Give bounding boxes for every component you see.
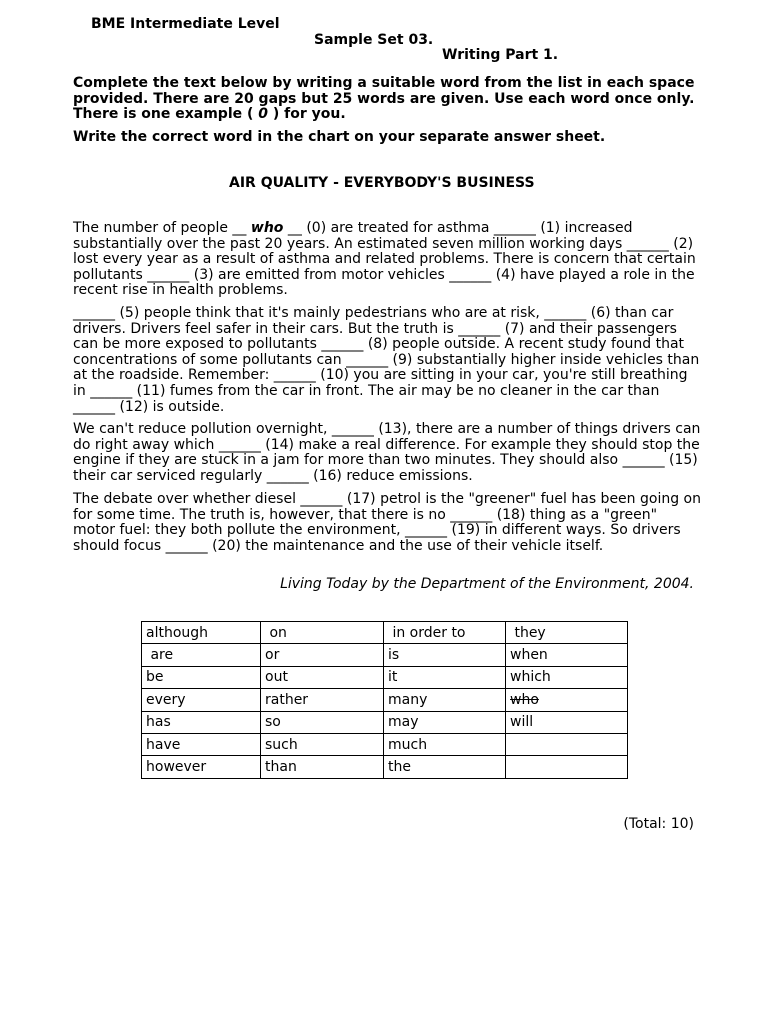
level-heading: BME Intermediate Level [91, 16, 280, 32]
instructions [73, 76, 703, 123]
word-cell: than [261, 756, 384, 778]
table-row [142, 756, 628, 778]
table-row [142, 666, 628, 688]
paragraph-2: ______ (5) people think that it's mainly pedestrians who are at risk, ______ (6) than car drivers. Drivers feel safer in their cars. But the truth is ______ (7) and their passengers can be more exposed to pollutants ______ (8) people outside. A recent study found that concentrations of some pollutants can ______ (9) substantially higher inside vehicles than at the roadside. Remember: ______ (10) you are sitting in your car, you're still breathing in ______ (11) fumes from the car in front. The air may be no cleaner in the car than ______ (12) is outside. [73, 305, 700, 415]
word-list-table [141, 621, 628, 779]
word-cell: is [384, 644, 506, 666]
word-cell: the [384, 756, 506, 778]
total-score: (Total: 10) [623, 816, 694, 832]
word-cell: many [384, 689, 506, 711]
p1-start: The number of people __ [73, 220, 251, 236]
word-cell: every [142, 689, 261, 711]
word-cell: who [506, 689, 628, 711]
word-cell: may [384, 711, 506, 733]
word-cell: in order to [384, 622, 506, 644]
paragraph-3: We can't reduce pollution overnight, ______ (13), there are a number of things drivers can do right away which ______ (14) make a real difference. For example they should stop the engine if they are stuck in a jam for more than two minutes. They should also ______ (15) their car serviced regularly ______ (16) reduce emissions. [73, 421, 701, 484]
word-cell: be [142, 666, 261, 688]
word-cell: when [506, 644, 628, 666]
word-cell: they [506, 622, 628, 644]
instructions-answer-sheet: Write the correct word in the chart on your separate answer sheet. [73, 129, 606, 145]
example-word: who [250, 220, 284, 236]
table-row [142, 622, 628, 644]
word-cell: however [142, 756, 261, 778]
example-number: 0 [258, 106, 269, 123]
table-row [142, 711, 628, 733]
word-cell: out [261, 666, 384, 688]
table-row [142, 733, 628, 755]
instructions-prefix: Complete the text below by writing a suitable word from the list in each space provided. There are 20 gaps but 25 words are given. Use each word once only. There is one example ( [73, 75, 695, 123]
word-cell [506, 756, 628, 778]
article-title: AIR QUALITY - EVERYBODY'S BUSINESS [229, 175, 535, 191]
word-cell: has [142, 711, 261, 733]
word-cell: so [261, 711, 384, 733]
paragraph-1 [73, 221, 703, 299]
word-cell: rather [261, 689, 384, 711]
word-cell: much [384, 733, 506, 755]
word-cell: or [261, 644, 384, 666]
table-row [142, 644, 628, 666]
word-cell: on [261, 622, 384, 644]
word-cell: have [142, 733, 261, 755]
p1-rest: __ (0) are treated for asthma ______ (1) increased substantially over the past 20 years. An estimated seven million working days ______ (2) lost every year as a result of asthma and related problems. There is concern that certain pollutants ______ (3) are emitted from motor vehicles ______ (4) have played a role in the recent rise in health problems. [73, 220, 696, 299]
sample-set-heading: Sample Set 03. [314, 32, 434, 48]
word-cell: are [142, 644, 261, 666]
word-cell [506, 733, 628, 755]
source-citation: Living Today by the Department of the Environment, 2004. [280, 576, 694, 592]
paragraph-4: The debate over whether diesel ______ (17) petrol is the "greener" fuel has been going on for some time. The truth is, however, that there is no ______ (18) thing as a "green" motor fuel: they both pollute the environment, ______ (19) in different ways. So drivers should focus ______ (20) the maintenance and the use of their vehicle itself. [73, 491, 701, 554]
part-heading: Writing Part 1. [442, 47, 559, 63]
word-cell: such [261, 733, 384, 755]
word-cell: it [384, 666, 506, 688]
word-cell: which [506, 666, 628, 688]
instructions-suffix: ) for you. [268, 106, 346, 123]
word-cell: although [142, 622, 261, 644]
table-row [142, 689, 628, 711]
word-cell: will [506, 711, 628, 733]
